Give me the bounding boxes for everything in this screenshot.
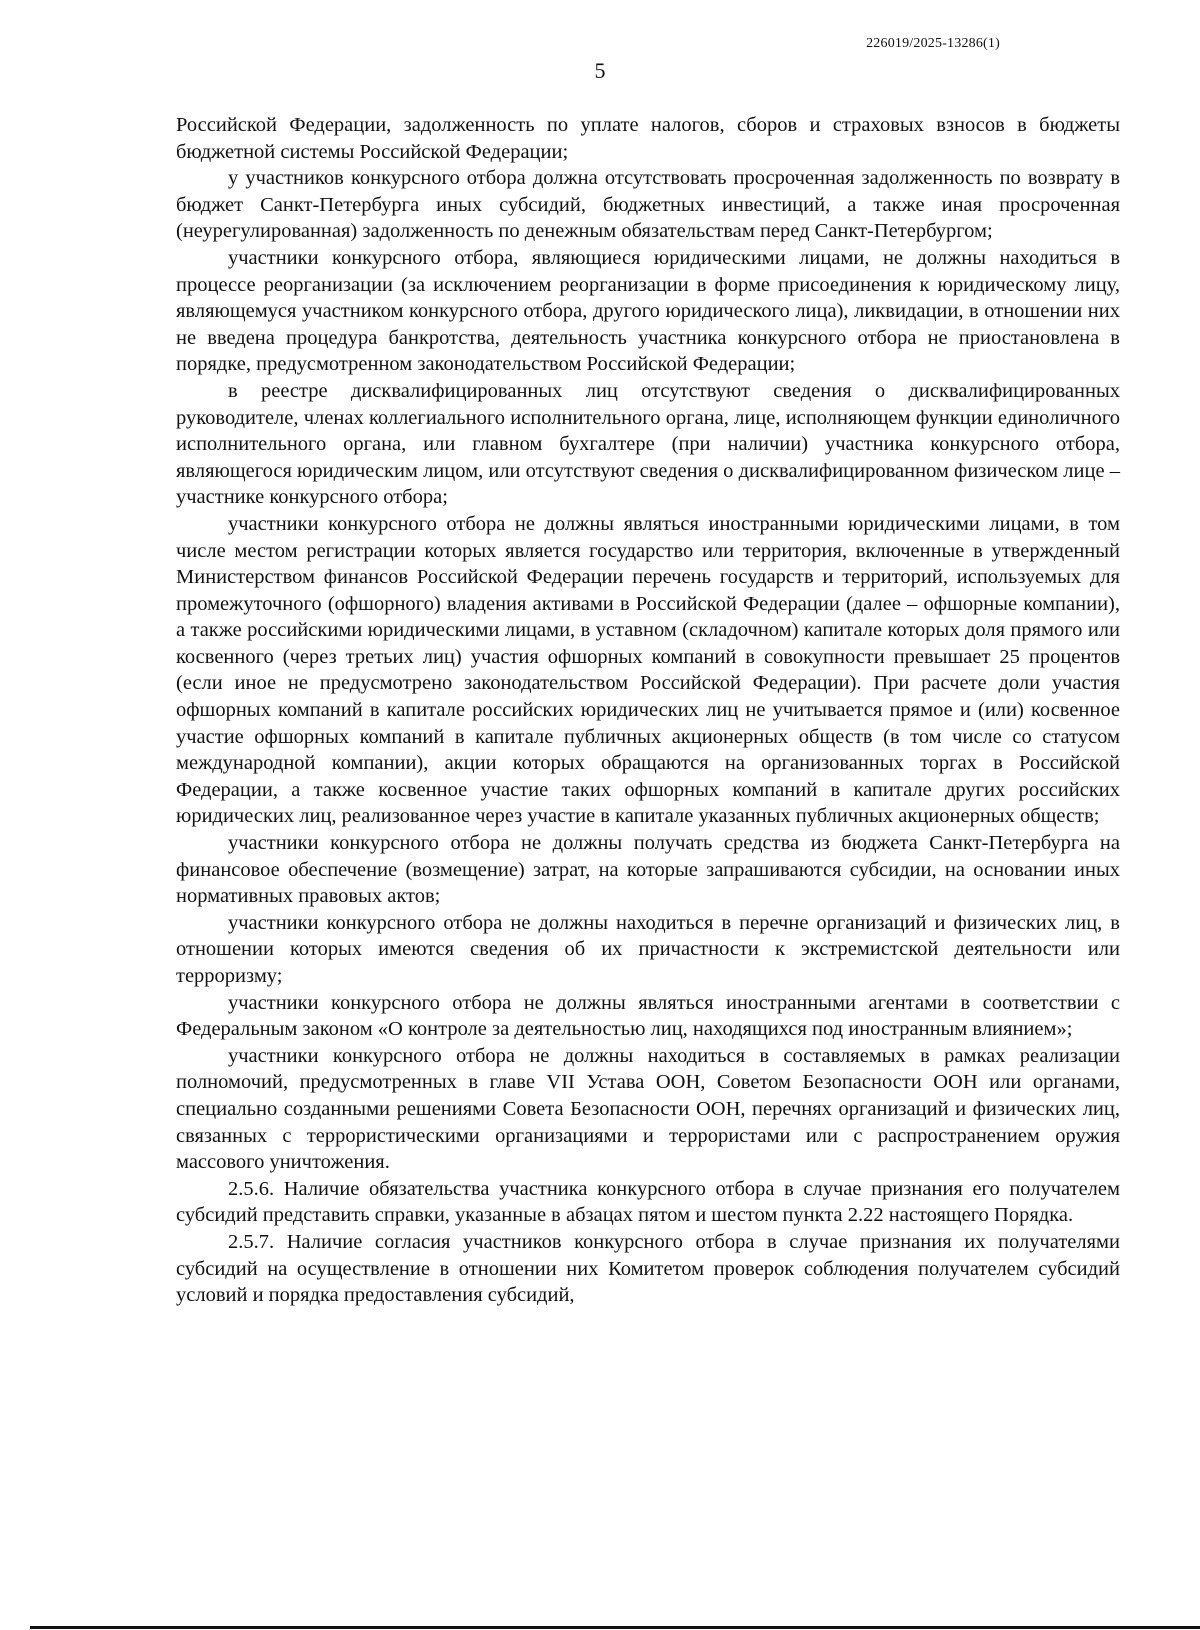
paragraph: в реестре дисквалифицированных лиц отсутствуют сведения о дисквалифицированных руководителе, членах коллегиального исполнительного органа, лице, исполняющем функции единоличного исполнительного органа, или главном бухгалтере (при наличии) участника конкурсного отбора, являющегося юридическим лицом, или отсутствуют сведения о дисквалифицированном физическом лице – участнике конкурсного отбора; <box>176 379 1120 509</box>
document-id: 226019/2025-13286(1) <box>866 36 1000 51</box>
document-body <box>176 112 1120 1309</box>
scan-edge-line <box>30 1626 1200 1629</box>
paragraph: 2.5.6. Наличие обязательства участника конкурсного отбора в случае признания его получателем субсидий представить справки, указанные в абзацах пятом и шестом пункта 2.22 настоящего Порядка. <box>176 1177 1120 1227</box>
paragraph: Российской Федерации, задолженность по уплате налогов, сборов и страховых взносов в бюджеты бюджетной системы Российской Федерации; <box>176 114 1120 163</box>
paragraph: участники конкурсного отбора не должны находиться в перечне организаций и физических лиц, в отношении которых имеются сведения об их причастности к экстремистской деятельности или терроризму; <box>176 911 1120 987</box>
paragraph: участники конкурсного отбора не должны получать средства из бюджета Санкт-Петербурга на финансовое обеспечение (возмещение) затрат, на которые запрашиваются субсидии, на основании иных нормативных правовых актов; <box>176 832 1120 908</box>
paragraph: 2.5.7. Наличие согласия участников конкурсного отбора в случае признания их получателями субсидий на осуществление в отношении них Комитетом проверок соблюдения получателем субсидий условий и порядка предоставления субсидий, <box>176 1230 1120 1307</box>
paragraph: участники конкурсного отбора, являющиеся юридическими лицами, не должны находиться в процессе реорганизации (за исключением реорганизации в форме присоединения к юридическому лицу, являющемуся участником конкурсного отбора, другого юридического лица), ликвидации, в отношении них не введена процедура банкротства, деятельность участника конкурсного отбора не приостановлена в порядке, предусмотренном законодательством Российской Федерации; <box>176 246 1120 376</box>
paragraph: участники конкурсного отбора не должны являться иностранными агентами в соответствии с Федеральным законом «О контроле за деятельностью лиц, находящихся под иностранным влиянием»; <box>176 991 1120 1041</box>
paragraph: у участников конкурсного отбора должна отсутствовать просроченная задолженность по возврату в бюджет Санкт-Петербурга иных субсидий, бюджетных инвестиций, а также иная просроченная (неурегулированная) задолженность по денежным обязательствам перед Санкт-Петербургом; <box>176 167 1120 243</box>
page-number: 5 <box>594 58 606 83</box>
paragraph: участники конкурсного отбора не должны находиться в составляемых в рамках реализации полномочий, предусмотренных в главе VII Устава ООН, Советом Безопасности ООН или органами, специально созданными решениями Совета Безопасности ООН, перечнях организаций и физических лиц, связанных с террористическими организациями и террористами или с распространением оружия массового уничтожения. <box>176 1044 1120 1174</box>
paragraph: участники конкурсного отбора не должны являться иностранными юридическими лицами, в том числе местом регистрации которых является государство или территория, включенные в утвержденный Министерством финансов Российской Федерации перечень государств и территорий, используемых для промежуточного (офшорного) владения активами в Российской Федерации (далее – офшорные компании), а также российскими юридическими лицами, в уставном (складочном) капитале которых доля прямого или косвенного (через третьих лиц) участия офшорных компаний в совокупности превышает 25 процентов (если иное не предусмотрено законодательством Российской Федерации). При расчете доли участия офшорных компаний в капитале российских юридических лиц не учитывается прямое и (или) косвенное участие офшорных компаний в капитале публичных акционерных обществ (в том числе со статусом международной компании), акции которых обращаются на организованных торгах в Российской Федерации, а также косвенное участие таких офшорных компаний в капитале других российских юридических лиц, реализованное через участие в капитале указанных публичных акционерных обществ; <box>176 512 1120 828</box>
